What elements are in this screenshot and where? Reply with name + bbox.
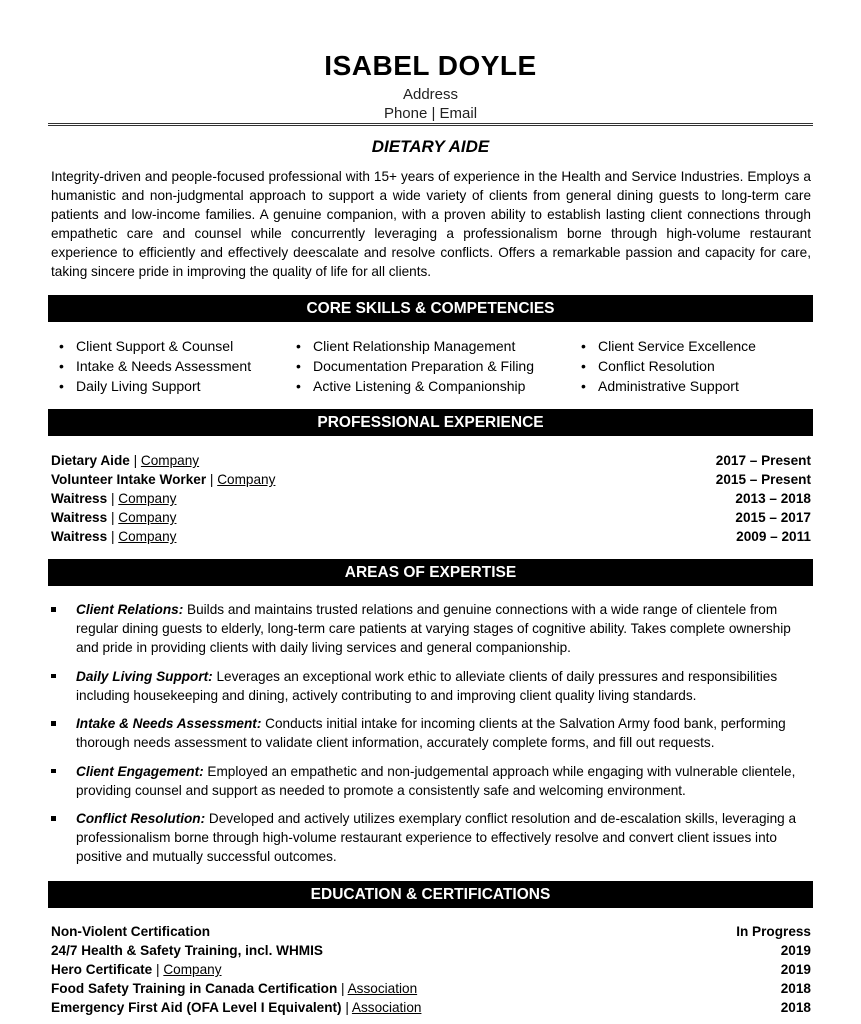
header-divider xyxy=(48,123,813,126)
company-link[interactable]: Company xyxy=(140,453,200,468)
job-dates: 2015 – 2017 xyxy=(735,510,811,525)
skill-item: • Intake & Needs Assessment xyxy=(51,356,251,376)
education-row xyxy=(51,960,811,979)
separator: | xyxy=(152,962,164,977)
job-role: Dietary Aide xyxy=(51,453,130,468)
job-dates: 2013 – 2018 xyxy=(735,491,811,506)
skill-item: • Administrative Support xyxy=(573,376,756,396)
square-bullet-icon xyxy=(51,769,56,774)
experience-row xyxy=(51,527,811,546)
expertise-item xyxy=(51,714,811,752)
job-dates: 2017 – Present xyxy=(715,453,811,468)
certification-date: 2019 xyxy=(780,962,811,977)
education-row xyxy=(51,979,811,998)
experience-row xyxy=(51,451,811,470)
skills-column-2 xyxy=(288,336,534,396)
skill-item: • Conflict Resolution xyxy=(573,356,756,376)
certification-date: In Progress xyxy=(736,924,811,939)
address-line: Address xyxy=(402,86,459,103)
separator: | xyxy=(206,472,218,487)
education-heading: EDUCATION & CERTIFICATIONS xyxy=(48,881,813,908)
candidate-name: ISABEL DOYLE xyxy=(324,50,537,81)
square-bullet-icon xyxy=(51,816,56,821)
certification-title: 24/7 Health & Safety Training, incl. WHMIS xyxy=(51,943,323,958)
expertise-item-text: Developed and actively utilizes exemplary conflict resolution and de-escalation skills, leveraging a professionalism borne through high-volume restaurant experience to effectively resolve and convert client issues into positive and mutually successful outcomes. xyxy=(76,811,797,864)
expertise-item-text: Conducts initial intake for incoming clients at the Salvation Army food bank, performing thorough needs assessment to validate client information, accurately complete forms, and fill out requests. xyxy=(76,716,786,750)
certification-date: 2019 xyxy=(780,943,811,958)
skill-item: • Client Relationship Management xyxy=(288,336,534,356)
square-bullet-icon xyxy=(51,721,56,726)
expertise-item-text: Builds and maintains trusted relations and genuine connections with a wide range of clientele from regular dining guests to elderly, long-term care patients at varying stages of cognitive ability. Takes complete ownership and pride in providing clients with daily living services and general companionship. xyxy=(76,602,791,655)
expertise-item-heading: Conflict Resolution: xyxy=(76,811,206,826)
target-job-title: DIETARY AIDE xyxy=(371,137,490,156)
expertise-item xyxy=(51,667,811,705)
job-role: Waitress xyxy=(51,529,108,544)
separator: | xyxy=(337,981,348,996)
expertise-item-text: Employed an empathetic and non-judgemental approach while engaging with vulnerable clientele, providing counsel and support as needed to promote a consistently safe and welcoming environment. xyxy=(76,763,796,798)
separator: | xyxy=(129,453,141,468)
expertise-item xyxy=(51,809,811,866)
certification-date: 2018 xyxy=(780,981,811,996)
separator: | xyxy=(341,1000,352,1015)
certification-title: Hero Certificate xyxy=(51,962,153,977)
job-dates: 2009 – 2011 xyxy=(736,529,811,544)
expertise-item-heading: Client Relations: xyxy=(76,602,184,617)
certification-title: Non-Violent Certification xyxy=(51,924,211,939)
company-link[interactable]: Company xyxy=(118,529,177,544)
square-bullet-icon xyxy=(51,607,56,612)
experience-row xyxy=(51,470,811,489)
company-link[interactable]: Company xyxy=(118,510,177,525)
company-link[interactable]: Company xyxy=(217,472,276,487)
certification-date: 2018 xyxy=(780,1000,811,1015)
issuer-link[interactable]: Company xyxy=(163,962,222,977)
company-link[interactable]: Company xyxy=(118,491,177,506)
professional-summary: Integrity-driven and people-focused professional with 15+ years of experience in the Health and Service Industries. Employs a humanistic and non-judgmental approach to support a wide variety of clients from general dining guests to long-term care patients and low-income families. A genuine companion, with a proven ability to establish lasting client connections through empathetic care and counsel while concurrently leveraging a professionalism borne through high-volume restaurant experience to efficiently and effectively deescalate and resolve conflicts. Offers a remarkable passion and capacity for care, taking sincere pride in improving the quality of life for all clients. xyxy=(51,169,811,279)
job-dates: 2015 – Present xyxy=(715,472,811,487)
skill-item: • Client Support & Counsel xyxy=(51,336,251,356)
separator: | xyxy=(107,529,119,544)
education-row xyxy=(51,998,811,1017)
experience-row xyxy=(51,508,811,527)
expertise-item-heading: Intake & Needs Assessment: xyxy=(76,716,262,731)
expertise-item-heading: Daily Living Support: xyxy=(76,668,213,684)
skill-item: • Active Listening & Companionship xyxy=(288,376,534,396)
skills-column-1 xyxy=(51,336,251,396)
education-row xyxy=(51,922,811,941)
job-role: Waitress xyxy=(51,491,108,506)
expertise-item xyxy=(51,762,811,800)
certification-title: Food Safety Training in Canada Certification xyxy=(51,981,338,996)
expertise-heading: AREAS OF EXPERTISE xyxy=(48,559,813,586)
square-bullet-icon xyxy=(51,674,56,679)
skill-item: • Daily Living Support xyxy=(51,376,251,396)
expertise-item xyxy=(51,600,811,657)
experience-row xyxy=(51,489,811,508)
separator: | xyxy=(107,510,119,525)
expertise-item-text: Leverages an exceptional work ethic to alleviate clients of daily pressures and responsibilities including housekeeping and dining, actively contributing to and improving client quality living standards. xyxy=(76,668,778,703)
skill-item: • Client Service Excellence xyxy=(573,336,756,356)
certification-title: Emergency First Aid (OFA Level I Equivalent) xyxy=(51,1000,342,1015)
skills-grid xyxy=(0,336,861,398)
expertise-item-heading: Client Engagement: xyxy=(76,763,204,779)
issuer-link[interactable]: Association xyxy=(351,1000,422,1015)
job-role: Waitress xyxy=(51,510,108,525)
job-role: Volunteer Intake Worker xyxy=(51,472,207,487)
experience-heading: PROFESSIONAL EXPERIENCE xyxy=(48,409,813,436)
expertise-list xyxy=(51,600,811,876)
separator: | xyxy=(107,491,119,506)
skills-column-3 xyxy=(573,336,756,396)
education-row xyxy=(51,941,811,960)
skill-item: • Documentation Preparation & Filing xyxy=(288,356,534,376)
issuer-link[interactable]: Association xyxy=(347,981,418,996)
phone-email-line: Phone | Email xyxy=(383,105,478,122)
core-skills-heading: CORE SKILLS & COMPETENCIES xyxy=(48,295,813,322)
